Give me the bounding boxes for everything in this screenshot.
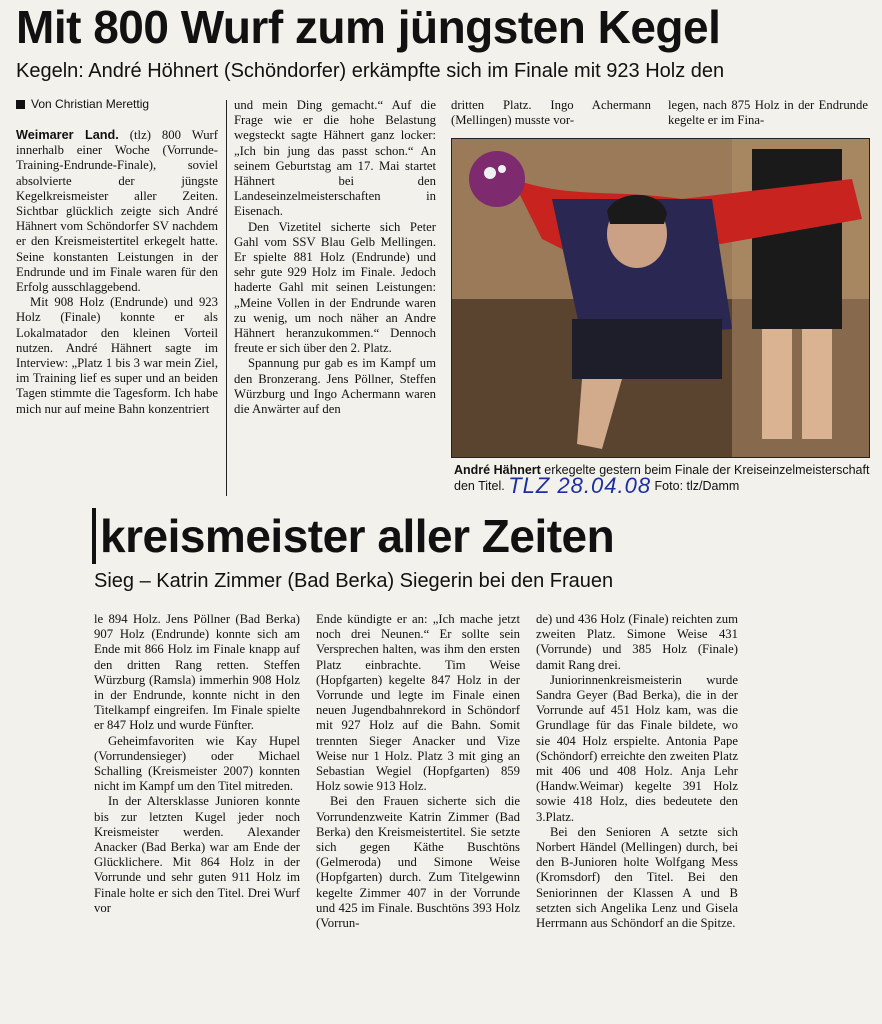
date-stamp: TLZ 28.04.08 (508, 473, 652, 498)
paragraph: In der Altersklasse Junioren konnte bis zur letzten Kugel jeder noch Kreismeister werden. Alexander Anacker (Bad Berka) war am Ende der Glücklichere. Mit 864 Holz in der Vorrunde und sehr guten 911 Holz im Finale holte er sich den Titel. Drei Wurf vor (94, 794, 300, 915)
paragraph: und mein Ding gemacht.“ Auf die Frage wie er die hohe Belastung wegsteckt sagte Hähnert ganz locker: „Ich bin jung das passt schon.“ An seinem Geburtstag am 17. Mai startet Hähnert bei den Landeseinzelmeisterschaften in Eisenach. (234, 98, 436, 219)
paragraph: Mit 908 Holz (Endrunde) und 923 Holz (Finale) konnte er als Lokalmatador den kleinen Vorteil nutzen. André Hähnert sagte im Interview: „Platz 1 bis 3 war mein Ziel, im Training lief es super und an beiden Tagen stimmte die Tagesform. Ich habe mich nur auf meine Bahn konzentriert (16, 295, 218, 416)
article1-column-3 (451, 98, 651, 128)
subhead-1: Kegeln: André Höhnert (Schöndorfer) erkämpfte sich im Finale mit 923 Holz den (16, 60, 725, 82)
article2-column-2 (316, 612, 520, 931)
paragraph: legen, nach 875 Holz in der Endrunde kegelte er im Fina- (668, 98, 868, 128)
paragraph: Bei den Frauen sicherte sich die Vorrundenzweite Katrin Zimmer (Bad Berka) den Kreismeistertitel. Sie setzte sich gegen Käthe Buschtöns (Gelmeroda) und Simone Weise (Hopfgarten) durch. Zum Titelgewinn kegelte Zimmer 407 in der Vorrunde und 425 im Finale. Buschtöns 393 Holz (Vorrun- (316, 794, 520, 931)
paragraph: Spannung pur gab es im Kampf um den Bronzerang. Jens Pöllner, Steffen Würzburg und Ingo Achermann waren die Anwärter auf den (234, 356, 436, 417)
headline-2: kreismeister aller Zeiten (92, 508, 820, 564)
paragraph: Bei den Senioren A setzte sich Norbert Händel (Mellingen) durch, bei den B-Junioren holte Wolfgang Mess (Kromsdorf) den Titel. Bei den Seniorinnen der Klassen A und B setzten sich Angelika Lenz und Gisela Herrmann aus Schöndorf an die Spitze. (536, 824, 738, 931)
photo-credit: Foto: tlz/Damm (651, 479, 740, 493)
caption-text: erkegelte gestern beim Finale der Kreiseinzelmeisterschaft den Titel. (454, 463, 870, 493)
square-bullet-icon (16, 100, 25, 109)
headline-1: Mit 800 Wurf zum jüngsten Kegel (16, 1, 721, 53)
paragraph: Geheimfavoriten wie Kay Hupel (Vorrundensieger) oder Michael Schalling (Kreismeister 2007) konnten nicht im Kampf um den Titel mitreden. (94, 733, 300, 794)
paragraph: Juniorinnenkreismeisterin wurde Sandra Geyer (Bad Berka), die in der Vorrunde auf 451 Holz kam, was die Grundlage für das Finale bildete, wo sie 404 Holz erspielte. Antonia Pape (Schöndorf) erreichte den zweiten Platz mit 406 und 408 Holz. Anja Lehr (Handw.Weimar) kegelte 391 Holz sowie 418 Holz, dies bedeutete den 3.Platz. (536, 672, 738, 824)
article1-column-1 (16, 128, 218, 417)
dateline: Weimarer Land. (16, 128, 119, 142)
paragraph: Ende kündigte er an: „Ich mache jetzt noch drei Neunen.“ Er sollte sein Versprechen halten, was ihm den ersten Platz einbrachte. Tim Weise (Hopfgarten) kegelte 847 Holz in der Vorrunde und legte im Finale einen neuen Jugendbahnrekord in Schöndorf mit 927 Holz auf die Bahn. Somit trennten Sieger Anacker und Vize Weise nur 1 Holz. Platz 3 mit ging an Sebastian Wegiel (Hopfgarten) 859 Holz sowie 913 Holz. (316, 612, 520, 794)
column-rule (226, 100, 227, 496)
byline (16, 96, 228, 112)
article1-column-2 (234, 98, 436, 417)
paragraph: le 894 Holz. Jens Pöllner (Bad Berka) 907 Holz (Endrunde) konnte sich am Ende mit 866 Holz im Finale knapp auf den dritten Rang retten. Steffen Würzburg (Ramsla) immerhin 908 Holz in der Endrunde, konnte nicht in den Titelkampf eingreifen. Im Finale spielte er 847 Holz und wurde Fünfter. (94, 612, 300, 733)
paragraph: dritten Platz. Ingo Achermann (Mellingen) musste vor- (451, 98, 651, 128)
paragraph: (tlz) 800 Wurf innerhalb einer Woche (Vorrunde-Training-Endrunde-Finale), soviel absolvierte der jüngste Kegelkreismeister aller Zeiten. Sichtbar glücklich zeigte sich André Hähnert vom Schöndorfer SV nachdem er den Kreismeistertitel erkegelt hatte. Seine konstanten Leistungen in der Endrunde und im Finale waren für den Erfolg ausschlaggebend. (16, 128, 219, 295)
article2-column-1 (94, 612, 300, 916)
photo-caption (454, 462, 874, 498)
bowler-illustration (452, 139, 869, 457)
paragraph: de) und 436 Holz (Finale) reichten zum zweiten Platz. Simone Weise 431 (Vorrunde) und 385 Holz (Finale) damit Rang drei. (536, 612, 738, 672)
photo-bowler (451, 138, 870, 458)
byline-text: Von Christian Merettig (31, 97, 150, 111)
article2-column-3 (536, 612, 738, 931)
article1-column-4 (668, 98, 868, 128)
subhead-2: Sieg – Katrin Zimmer (Bad Berka) Siegerin bei den Frauen (94, 570, 614, 592)
paragraph: Den Vizetitel sicherte sich Peter Gahl vom SSV Blau Gelb Mellingen. Er spielte 881 Holz (Endrunde) und sehr gute 929 Holz im Finale. Jedoch haderte Gahl mit seinen Leistungen: „Meine Vollen in der Endrunde waren zu wenig, um noch näher an Andre Hähnert heranzukommen.“ Dennoch freute er sich über den 2. Platz. (234, 219, 436, 356)
caption-name: André Hähnert (454, 463, 541, 477)
